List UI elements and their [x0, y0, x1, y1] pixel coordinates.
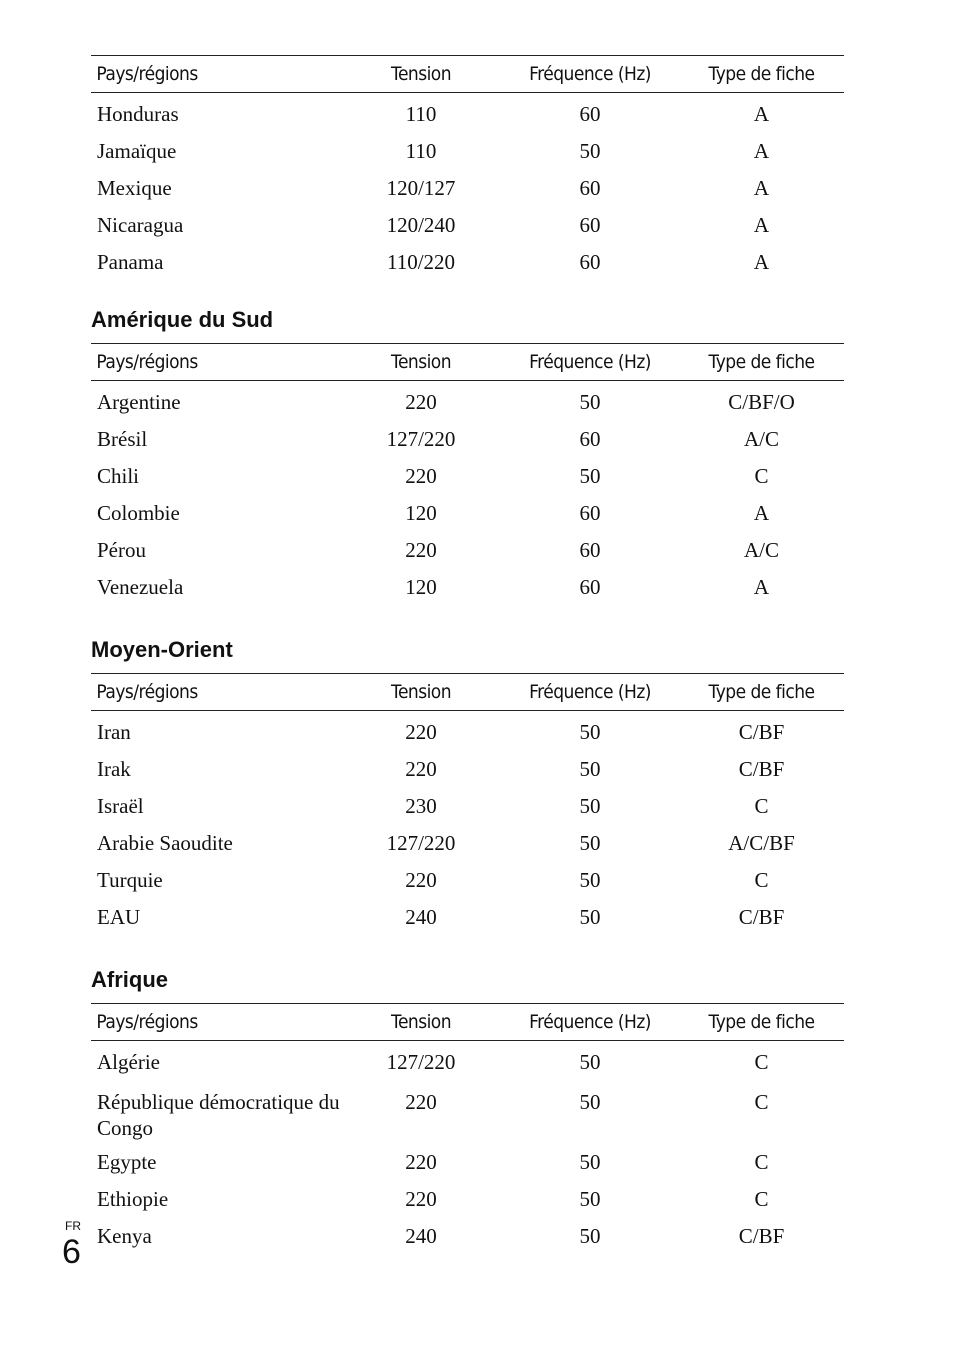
cell-plug: C/BF — [738, 1224, 785, 1248]
cell-country: Iran — [97, 720, 131, 744]
cell-country: Chili — [97, 464, 140, 488]
table-row — [91, 207, 844, 244]
header-frequency: Fréquence (Hz) — [510, 56, 670, 93]
cell-frequency: 50 — [579, 831, 601, 855]
cell-voltage: 120/127 — [386, 176, 456, 200]
cell-plug: C — [754, 1187, 769, 1211]
cell-country: République démocratique du Congo — [97, 1090, 340, 1140]
table-middle-east — [91, 673, 844, 936]
cell-country: Brésil — [97, 427, 148, 451]
table-header-row — [91, 344, 844, 381]
cell-voltage: 230 — [405, 794, 437, 818]
cell-voltage: 220 — [405, 720, 437, 744]
cell-frequency: 50 — [579, 464, 601, 488]
table-south-america — [91, 343, 844, 606]
table-row — [91, 133, 844, 170]
cell-frequency: 60 — [579, 176, 601, 200]
cell-frequency: 50 — [579, 1150, 601, 1174]
cell-plug: A — [753, 250, 770, 274]
cell-voltage: 220 — [405, 757, 437, 781]
header-country: Pays/régions — [91, 56, 316, 93]
header-frequency: Fréquence (Hz) — [510, 674, 670, 711]
header-country: Pays/régions — [91, 1004, 316, 1041]
page-language-label: FR — [65, 1219, 81, 1233]
cell-plug: C/BF — [738, 757, 785, 781]
cell-plug: A — [753, 501, 770, 525]
table-row — [91, 1181, 844, 1218]
header-voltage: Tension — [349, 344, 493, 381]
header-frequency: Fréquence (Hz) — [510, 344, 670, 381]
cell-voltage: 120/240 — [386, 213, 456, 237]
header-plug: Type de fiche — [687, 344, 836, 381]
table-row — [91, 421, 844, 458]
cell-frequency: 60 — [579, 213, 601, 237]
cell-voltage: 120 — [405, 501, 437, 525]
cell-frequency: 60 — [579, 427, 601, 451]
cell-voltage: 127/220 — [386, 1050, 456, 1074]
header-plug: Type de fiche — [687, 1004, 836, 1041]
cell-country: Arabie Saoudite — [97, 831, 233, 855]
cell-voltage: 127/220 — [386, 831, 456, 855]
cell-country: Nicaragua — [97, 213, 184, 237]
table-row — [91, 244, 844, 281]
table-row — [91, 458, 844, 495]
table-row — [91, 532, 844, 569]
cell-voltage: 220 — [405, 1090, 437, 1114]
cell-voltage: 220 — [405, 868, 437, 892]
cell-country: Jamaïque — [97, 139, 177, 163]
header-country: Pays/régions — [91, 344, 316, 381]
cell-frequency: 50 — [579, 1090, 601, 1114]
cell-country: Panama — [97, 250, 164, 274]
cell-plug: C — [754, 464, 769, 488]
section-title: Amérique du Sud — [91, 307, 274, 332]
table-central-america — [91, 55, 844, 281]
cell-country: Mexique — [97, 176, 172, 200]
cell-plug: A/C/BF — [728, 831, 795, 855]
cell-country: Algérie — [97, 1050, 160, 1074]
table-row — [91, 862, 844, 899]
table-row — [91, 899, 844, 936]
cell-country: Turquie — [97, 868, 163, 892]
cell-country: Argentine — [97, 390, 181, 414]
table-row — [91, 381, 844, 422]
table-header-row — [91, 1004, 844, 1041]
cell-voltage: 110 — [405, 139, 437, 163]
cell-frequency: 50 — [579, 794, 601, 818]
header-plug: Type de fiche — [687, 674, 836, 711]
cell-frequency: 50 — [579, 905, 601, 929]
cell-frequency: 60 — [579, 538, 601, 562]
cell-plug: C — [754, 794, 769, 818]
cell-plug: C/BF/O — [728, 390, 795, 414]
table-row — [91, 825, 844, 862]
cell-country: EAU — [97, 905, 141, 929]
table-row — [91, 788, 844, 825]
cell-country: Ethiopie — [97, 1187, 169, 1211]
cell-frequency: 60 — [579, 102, 601, 126]
header-country: Pays/régions — [91, 674, 316, 711]
cell-country: Venezuela — [97, 575, 184, 599]
cell-plug: A/C — [743, 427, 779, 451]
cell-plug: C — [754, 868, 769, 892]
section-title: Afrique — [91, 967, 168, 992]
cell-frequency: 50 — [579, 757, 601, 781]
table-row — [91, 495, 844, 532]
table-header-row — [91, 56, 844, 93]
cell-voltage: 110/220 — [386, 250, 456, 274]
header-voltage: Tension — [349, 1004, 493, 1041]
cell-plug: C — [754, 1050, 769, 1074]
cell-frequency: 50 — [579, 868, 601, 892]
cell-frequency: 50 — [579, 1187, 601, 1211]
table-header-row — [91, 674, 844, 711]
cell-plug: A — [753, 102, 770, 126]
cell-plug: A — [753, 213, 770, 237]
cell-plug: C — [754, 1090, 769, 1114]
cell-plug: A/C — [743, 538, 779, 562]
cell-voltage: 220 — [405, 464, 437, 488]
table-row — [91, 170, 844, 207]
cell-frequency: 50 — [579, 139, 601, 163]
table-row — [91, 93, 844, 134]
cell-frequency: 50 — [579, 1224, 601, 1248]
table-row — [91, 1144, 844, 1181]
cell-plug: C/BF — [738, 720, 785, 744]
table-row — [91, 1218, 844, 1255]
cell-plug: C — [754, 1150, 769, 1174]
table-row — [91, 711, 844, 752]
cell-voltage: 220 — [405, 390, 437, 414]
cell-voltage: 240 — [405, 905, 437, 929]
cell-voltage: 220 — [405, 1187, 437, 1211]
cell-plug: A — [753, 575, 770, 599]
header-frequency: Fréquence (Hz) — [510, 1004, 670, 1041]
table-africa — [91, 1003, 844, 1255]
cell-frequency: 50 — [579, 1050, 601, 1074]
table-row — [91, 569, 844, 606]
table-row — [91, 751, 844, 788]
cell-frequency: 60 — [579, 501, 601, 525]
cell-country: Israël — [97, 794, 144, 818]
table-row — [91, 1081, 844, 1144]
cell-voltage: 127/220 — [386, 427, 456, 451]
cell-voltage: 220 — [405, 538, 437, 562]
cell-country: Honduras — [97, 102, 179, 126]
cell-frequency: 50 — [579, 720, 601, 744]
table-row — [91, 1041, 844, 1082]
cell-country: Kenya — [97, 1224, 152, 1248]
cell-country: Pérou — [97, 538, 146, 562]
header-plug: Type de fiche — [687, 56, 836, 93]
cell-frequency: 60 — [579, 575, 601, 599]
cell-frequency: 50 — [579, 390, 601, 414]
cell-voltage: 120 — [405, 575, 437, 599]
cell-frequency: 60 — [579, 250, 601, 274]
cell-country: Colombie — [97, 501, 180, 525]
cell-voltage: 240 — [405, 1224, 437, 1248]
header-voltage: Tension — [349, 56, 493, 93]
cell-plug: A — [753, 176, 770, 200]
cell-plug: C/BF — [738, 905, 785, 929]
header-voltage: Tension — [349, 674, 493, 711]
cell-country: Egypte — [97, 1150, 157, 1174]
cell-voltage: 220 — [405, 1150, 437, 1174]
cell-country: Irak — [97, 757, 131, 781]
section-title: Moyen-Orient — [91, 637, 233, 662]
page-number: 6 — [62, 1233, 81, 1271]
cell-voltage: 110 — [405, 102, 437, 126]
cell-plug: A — [753, 139, 770, 163]
